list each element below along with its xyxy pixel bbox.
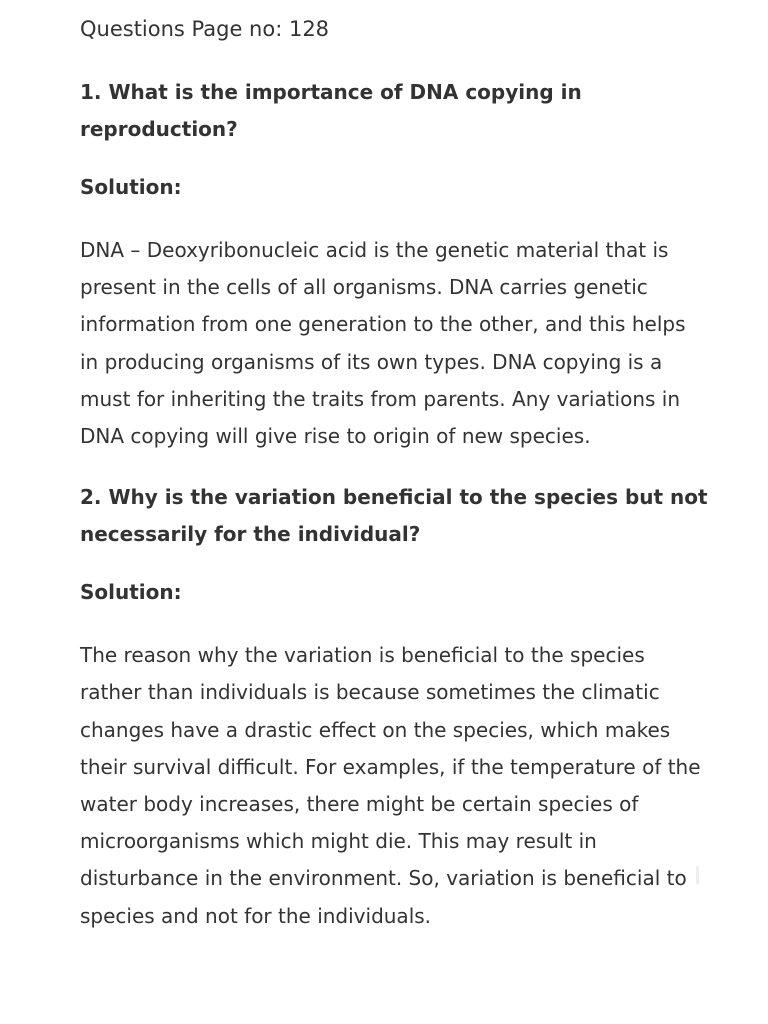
answer-1: DNA – Deoxyribonucleic acid is the genetic material that is present in the cells of all organisms. DNA carries genetic information from one generation to the other, and this helps in producing organisms of its own types. DNA copying is a must for inheriting the traits from parents. Any variations in DNA copying will give rise to origin of new species. [80, 238, 686, 449]
page-header: Questions Page no: 128 [80, 17, 330, 41]
solution-label-1: Solution: [80, 175, 182, 199]
question-block-1 [80, 74, 708, 455]
scroll-mark [696, 866, 699, 884]
answer-2: The reason why the variation is beneficial to the species rather than individuals is because sometimes the climatic changes have a drastic effect on the species, which makes their survival difficult. For examples, if the temperature of the water body increases, there might be certain species of microorganisms which might die. This may result in disturbance in the environment. So, variation is beneficial to species and not for the individuals. [80, 643, 701, 928]
question-2: 2. Why is the variation beneficial to the species but not necessarily for the individual? [80, 485, 708, 547]
question-block-2 [80, 479, 708, 935]
question-1: 1. What is the importance of DNA copying in reproduction? [80, 80, 582, 141]
solution-label-2: Solution: [80, 580, 182, 605]
